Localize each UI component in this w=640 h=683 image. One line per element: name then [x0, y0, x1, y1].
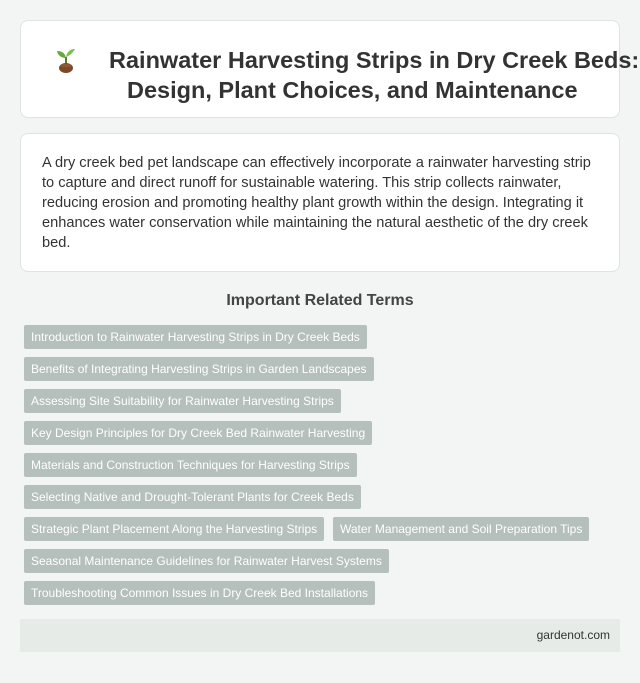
page-title-line-2: Design, Plant Choices, and Maintenance [127, 77, 578, 103]
footer-site-name[interactable]: gardenot.com [536, 628, 610, 642]
page-title-line-1: Rainwater Harvesting Strips in Dry Creek Beds: [109, 47, 640, 73]
related-term-tag[interactable]: Key Design Principles for Dry Creek Bed Rainwater Harvesting [24, 421, 372, 445]
related-term-tag[interactable]: Selecting Native and Drought-Tolerant Plants for Creek Beds [24, 485, 361, 509]
footer [20, 619, 620, 652]
related-term-tag[interactable]: Materials and Construction Techniques for Harvesting Strips [24, 453, 357, 477]
related-term-tag[interactable]: Benefits of Integrating Harvesting Strips in Garden Landscapes [24, 357, 374, 381]
related-term-tag[interactable]: Seasonal Maintenance Guidelines for Rainwater Harvest Systems [24, 549, 389, 573]
seedling-icon [51, 45, 81, 75]
related-term-tag[interactable]: Troubleshooting Common Issues in Dry Creek Bed Installations [24, 581, 375, 605]
summary-card [20, 133, 620, 272]
related-term-tag[interactable]: Strategic Plant Placement Along the Harvesting Strips [24, 517, 324, 541]
title-card [20, 20, 640, 118]
related-term-tag[interactable]: Assessing Site Suitability for Rainwater Harvesting Strips [24, 389, 341, 413]
related-term-tag[interactable]: Introduction to Rainwater Harvesting Strips in Dry Creek Beds [24, 325, 367, 349]
related-term-tag[interactable]: Water Management and Soil Preparation Tips [333, 517, 589, 541]
summary-paragraph: A dry creek bed pet landscape can effectively incorporate a rainwater harvesting strip to capture and direct runoff for sustainable watering. This strip collects rainwater, reducing erosion and promoting healthy plant growth within the design. Integrating it enhances water conservation while maintaining the natural aesthetic of the dry creek bed. [42, 155, 591, 251]
related-terms-heading: Important Related Terms [226, 292, 414, 309]
page-title [107, 45, 640, 105]
